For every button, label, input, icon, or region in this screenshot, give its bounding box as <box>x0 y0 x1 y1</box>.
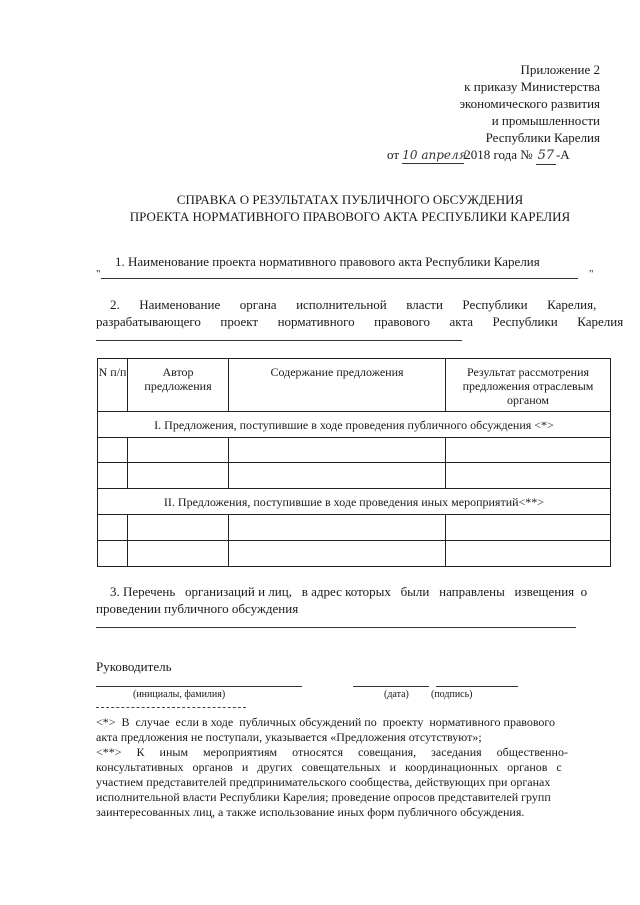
footnote-2-line-1: <**> К иным мероприятиям относятся совещания, заседания общественно- <box>96 745 568 759</box>
section-1-heading: 1. Наименование проекта нормативного правового акта Республики Карелия <box>115 254 540 269</box>
footnote-1-line-1: <*> В случае если в ходе публичных обсуждений по проекту нормативного правового <box>96 715 556 729</box>
appendix-line-5: Республики Карелия <box>485 130 600 145</box>
number-suffix: -А <box>555 147 570 162</box>
table-cell <box>446 515 611 541</box>
table-cell <box>229 541 446 567</box>
table-cell <box>446 438 611 463</box>
table-cell <box>229 463 446 489</box>
table-row <box>98 515 611 541</box>
section-2-line-2: разрабатывающего проект нормативного правового акта Республики Карелия <box>96 314 624 329</box>
footnote-separator <box>96 707 246 708</box>
header-result: Результат рассмотрения предложения отраслевым органом <box>446 359 611 412</box>
handwritten-date: 10 апреля <box>402 148 467 162</box>
table-cell <box>128 541 229 567</box>
section-1-answer-line <box>101 278 578 279</box>
header-author: Автор предложения <box>128 359 229 412</box>
footnote-2-line-4: исполнительной власти Республики Карелия; проведение опросов представителей групп <box>96 790 551 804</box>
footnote-2-line-3: участием представителей предпринимательского сообщества, действующих при органах <box>96 775 551 789</box>
section-3-line-2: проведении публичного обсуждения <box>96 601 299 616</box>
quote-open: " <box>96 268 101 280</box>
signature-line <box>436 686 518 687</box>
section-other-label: II. Предложения, поступившие в ходе проведения иных мероприятий<**> <box>98 489 611 515</box>
proposals-table <box>97 358 611 567</box>
table-cell <box>128 515 229 541</box>
title-line-1: СПРАВКА О РЕЗУЛЬТАТАХ ПУБЛИЧНОГО ОБСУЖДЕНИЯ <box>176 192 524 207</box>
table-cell <box>446 541 611 567</box>
table-cell <box>128 463 229 489</box>
signature-caption: (подпись) <box>431 689 473 700</box>
head-label: Руководитель <box>96 659 172 674</box>
section-2-line-1: 2. Наименование органа исполнительной власти Республики Карелия, <box>110 297 597 312</box>
section-public-label: I. Предложения, поступившие в ходе проведения публичного обсуждения <*> <box>98 412 611 438</box>
date-suffix: 2018 года № <box>464 147 533 162</box>
table-cell <box>98 463 128 489</box>
handwritten-number: 57 <box>537 148 555 163</box>
date-line <box>353 686 429 687</box>
date-caption: (дата) <box>384 689 409 700</box>
date-prefix: от <box>387 147 400 162</box>
table-cell <box>446 463 611 489</box>
table-cell <box>128 438 229 463</box>
table-cell <box>98 515 128 541</box>
section-3-answer-line <box>96 627 576 628</box>
table-cell <box>98 541 128 567</box>
section-2-answer-line <box>96 340 462 341</box>
initials-caption: (инициалы, фамилия) <box>133 689 226 700</box>
table-header-row <box>98 359 611 412</box>
initials-line <box>96 686 302 687</box>
appendix-date-line <box>387 147 607 165</box>
table-section-row <box>98 489 611 515</box>
table-cell <box>229 515 446 541</box>
footnote-2-line-5: заинтересованных лиц, а также использование иных форм публичного обсуждения. <box>96 805 525 819</box>
table-row <box>98 463 611 489</box>
appendix-line-3: экономического развития <box>459 96 600 111</box>
footnote-1-line-2: акта предложения не поступали, указывается «Предложения отсутствуют»; <box>96 730 482 744</box>
appendix-line-1: Приложение 2 <box>520 62 600 77</box>
table-cell <box>229 438 446 463</box>
title-line-2: ПРОЕКТА НОРМАТИВНОГО ПРАВОВОГО АКТА РЕСПУБЛИКИ КАРЕЛИЯ <box>129 209 571 224</box>
section-3-line-1: 3. Перечень организаций и лиц, в адрес которых были направлены извещения о <box>110 584 588 599</box>
header-num: N п/п <box>98 359 128 412</box>
quote-close: " <box>589 268 594 280</box>
table-cell <box>98 438 128 463</box>
footnote-2-line-2: консультативных органов и других совещательных и координационных органов с <box>96 760 562 774</box>
table-row <box>98 541 611 567</box>
appendix-line-2: к приказу Министерства <box>464 79 600 94</box>
table-section-row <box>98 412 611 438</box>
table-row <box>98 438 611 463</box>
appendix-line-4: и промышленности <box>491 113 600 128</box>
header-content: Содержание предложения <box>229 359 446 412</box>
